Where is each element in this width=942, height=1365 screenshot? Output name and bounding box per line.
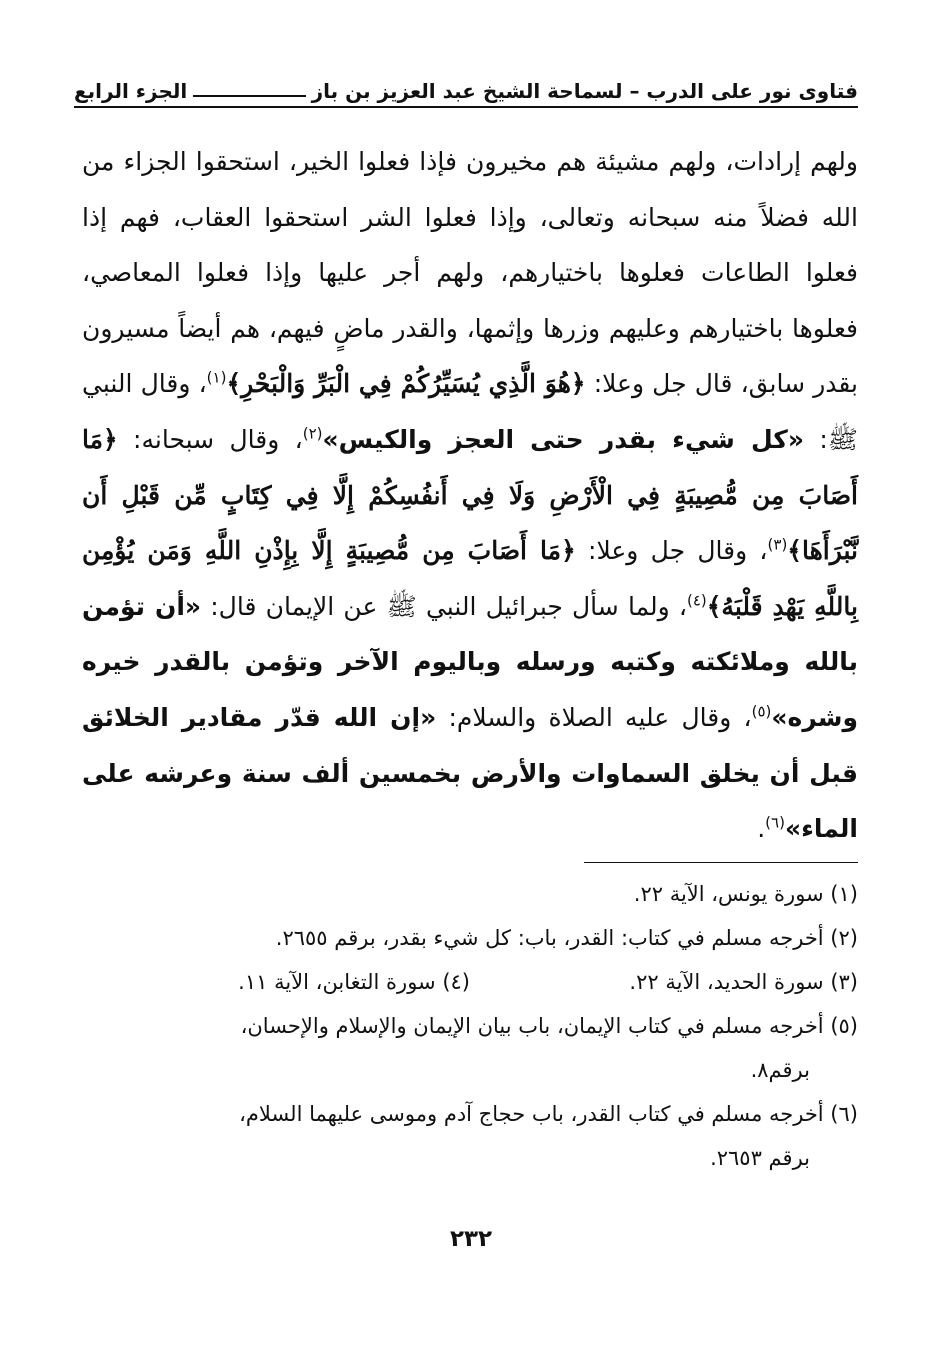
main-text — [82, 134, 858, 857]
volume-label: الجزء الرابع — [74, 79, 188, 103]
body-text: . — [757, 814, 766, 844]
footnote-5-line-1: (٥) أخرجه مسلم في كتاب الإيمان، باب بيان الإيمان والإسلام والإحسان، — [240, 1014, 858, 1038]
footnote-ref: (١) — [206, 369, 227, 388]
footnote-ref: (٦) — [765, 813, 785, 832]
footnote-5-line-2: برقم٨. — [750, 1058, 810, 1082]
body-text: ، وقال جل وعلا: — [575, 536, 768, 566]
footnote-4: (٤) سورة التغابن، الآية ١١. — [238, 970, 470, 994]
footnote-6-line-2: برقم ٢٦٥٣. — [710, 1146, 810, 1170]
hadith-quote: «كل شيء بقدر حتى العجز والكيس» — [322, 424, 804, 454]
footnotes — [82, 872, 858, 1180]
hadith-quote: «أن تؤمن بالله وملائكته وكتبه ورسله وباليوم الآخر وتؤمن بالقدر خيره وشره» — [82, 591, 858, 732]
footnote-6-line-1: (٦) أخرجه مسلم في كتاب القدر، باب حجاج آدم وموسى عليهما السلام، — [239, 1102, 858, 1126]
footnote-ref: (٣) — [767, 535, 788, 554]
footnote-ref: (٥) — [751, 702, 772, 721]
running-header — [74, 72, 858, 108]
footnote-rule — [584, 862, 858, 863]
body-text: ، وقال عليه الصلاة والسلام: — [436, 702, 752, 732]
quran-verse: ﴿مَا أَصَابَ مِن مُّصِيبَةٍ إِلَّا بِإِذْنِ اللَّهِ وَمَن يُؤْمِن بِاللَّهِ يَهْدِ قَلْبَهُ﴾ — [82, 536, 858, 621]
footnote-ref: (٢) — [302, 424, 323, 443]
body-text: ، وقال النبي ﷺ: — [82, 369, 858, 454]
footnote-row — [82, 960, 858, 1004]
body-text: ، ولما سأل جبرائيل النبي ﷺ عن الإيمان قال: — [201, 591, 687, 621]
body-text: ، وقال سبحانه: — [117, 424, 303, 454]
footnote-1: (١) سورة يونس، الآية ٢٢. — [633, 882, 858, 906]
book-title: فتاوى نور على الدرب – لسماحة الشيخ عبد العزيز بن باز — [311, 79, 858, 103]
footnote-ref: (٤) — [686, 591, 707, 610]
footnote-2: (٢) أخرجه مسلم في كتاب: القدر، باب: كل شيء بقدر، برقم ٢٦٥٥. — [275, 926, 858, 950]
header-rule — [193, 95, 305, 97]
hadith-quote: «إن الله قدّر مقادير الخلائق قبل أن يخلق السماوات والأرض بخمسين ألف سنة وعرشه على الماء» — [82, 702, 858, 844]
body-text: ولهم إرادات، ولهم مشيئة هم مخيرون فإذا فعلوا الخير، استحقوا الجزاء من الله فضلاً منه سبحانه وتعالى، وإذا فعلوا الشر استحقوا العقاب، فهم إذا فعلوا الطاعات فعلوها باختيارهم، ولهم أجر عليها وإذا فعلوا المعاصي، فعلوها باختيارهم وعليهم وزرها وإثمها، والقدر ماضٍ فيهم، هم أيضاً مسيرون بقدر سابق، قال جل وعلا: — [82, 147, 858, 399]
quran-verse: ﴿مَا أَصَابَ مِن مُّصِيبَةٍ فِي الْأَرْضِ وَلَا فِي أَنفُسِكُمْ إِلَّا فِي كِتَابٍ مِّن قَبْلِ أَن نَّبْرَأَهَا﴾ — [82, 424, 858, 566]
footnote-3: (٣) سورة الحديد، الآية ٢٢. — [629, 970, 858, 994]
body-paragraph — [82, 134, 858, 857]
page-number: ٢٣٢ — [449, 1226, 493, 1252]
quran-verse: ﴿هُوَ الَّذِي يُسَيِّرُكُمْ فِي الْبَرِّ وَالْبَحْرِ﴾ — [226, 369, 586, 399]
footnote-6 — [82, 1092, 858, 1180]
footnote-5 — [82, 1004, 858, 1092]
